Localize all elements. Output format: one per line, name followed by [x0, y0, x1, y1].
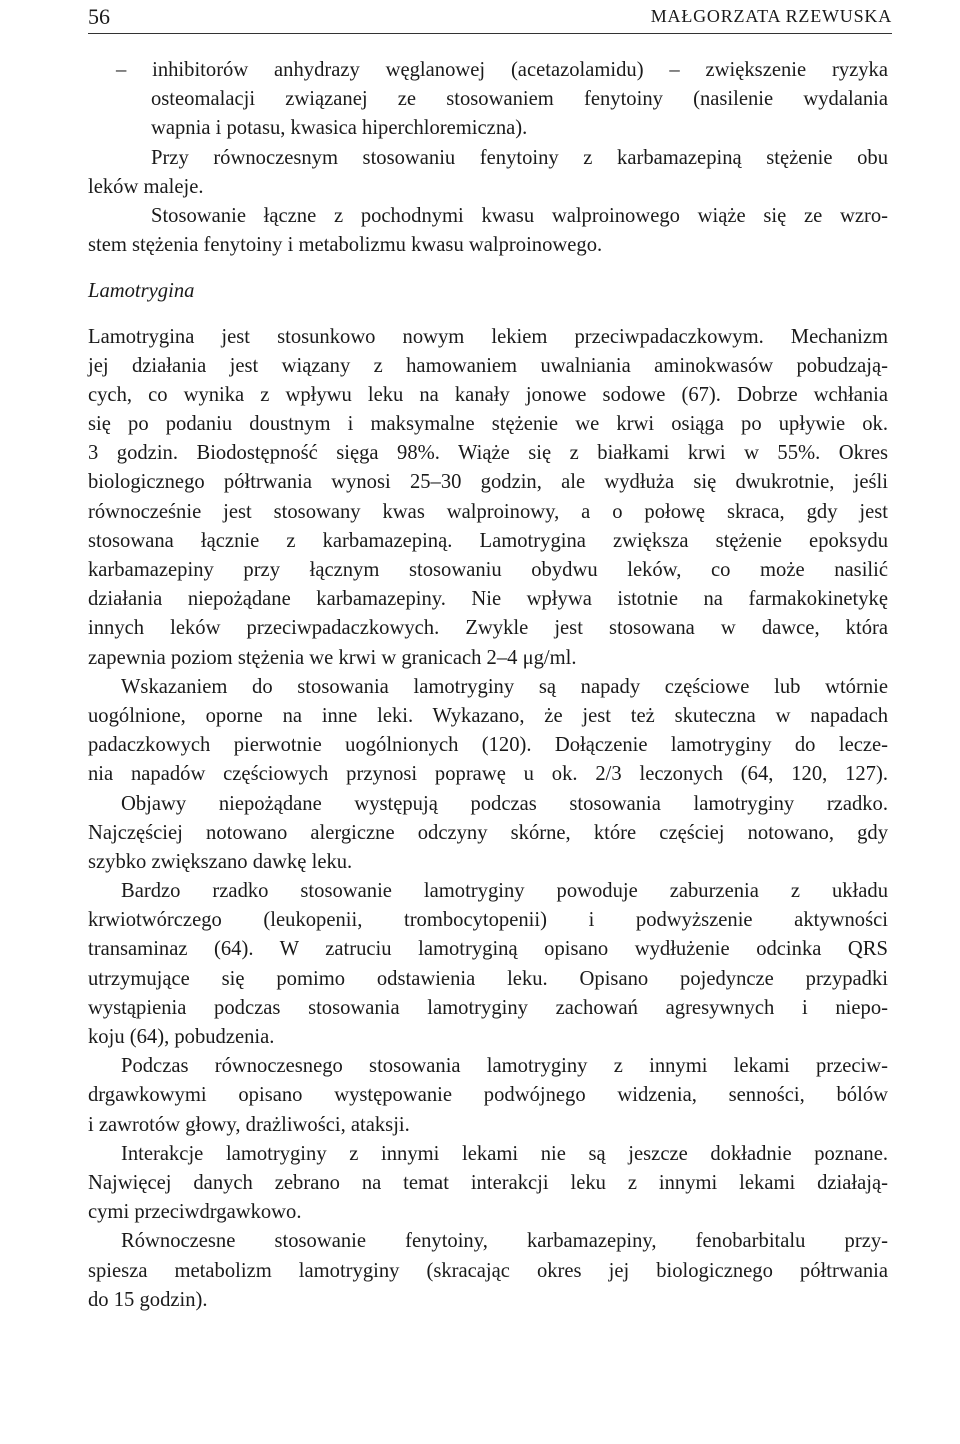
text-line: i zawrotów głowy, drażliwości, ataksji. — [88, 1113, 410, 1136]
text-line: Interakcje lamotryginy z innymi lekami nie są jeszcze dokładnie poznane. — [121, 1142, 888, 1165]
text-line: Lamotrygina jest stosunkowo nowym lekiem przeciwpadaczkowym. Mechanizm — [88, 325, 888, 348]
section-title: Lamotrygina — [88, 280, 195, 303]
text-line: 3 godzin. Biodostępność sięga 98%. Wiąże się z białkami krwi w 55%. Okres — [88, 442, 888, 465]
text-line: szybko zwiększano dawkę leku. — [88, 850, 353, 873]
text-line: utrzymujące się pomimo odstawienia leku. Opisano pojedyncze przypadki — [88, 967, 888, 990]
text-line: Najczęściej notowano alergiczne odczyny skórne, które częściej notowano, gdy — [88, 821, 888, 844]
text-line: transaminaz (64). W zatruciu lamotryginą opisano wydłużenie odcinka QRS — [88, 938, 888, 961]
text-line: biologicznego półtrwania wynosi 25–30 godzin, ale wydłuża się dwukrotnie, jeśli — [88, 471, 888, 494]
text-line: Podczas równoczesnego stosowania lamotryginy z innymi lekami przeciw- — [121, 1055, 888, 1078]
text-line: cymi przeciwdrgawkowo. — [88, 1201, 302, 1224]
text-line: nia napadów częściowych przynosi poprawę u ok. 2/3 leczonych (64, 120, 127). — [88, 763, 888, 786]
page-number: 56 — [88, 4, 110, 29]
spacer — [88, 260, 888, 277]
text-line: jej działania jest wiązany z hamowaniem uwalniania aminokwasów pobudzają- — [88, 354, 888, 377]
text-line: równocześnie jest stosowany kwas walproinowy, a o połowę skraca, gdy jest — [88, 500, 888, 523]
text-line: koju (64), pobudzenia. — [88, 1026, 275, 1048]
text-line: osteomalacji związanej ze stosowaniem fenytoiny (nasilenie wydalania — [151, 88, 888, 111]
text-line: się po podaniu doustnym i maksymalne stężenie we krwi osiąga po upływie ok. — [88, 413, 888, 436]
text-line: stosowana łącznie z karbamazepiną. Lamotrygina zwiększa stężenie epoksydu — [88, 529, 888, 552]
text-line: padaczkowych pierwotnie uogólnionych (120). Dołączenie lamotryginy do lecze- — [88, 734, 888, 757]
text-line: Stosowanie łączne z pochodnymi kwasu walproinowego wiąże się ze wzro- — [151, 204, 888, 227]
header-rule — [88, 33, 892, 34]
text-line: Objawy niepożądane występują podczas stosowania lamotryginy rzadko. — [121, 792, 888, 815]
text-line: Wskazaniem do stosowania lamotryginy są napady częściowe lub wtórnie — [121, 675, 888, 698]
text-line: karbamazepiny przy łącznym stosowaniu obydwu leków, co może nasilić — [88, 559, 888, 581]
text-line: innych leków przeciwpadaczkowych. Zwykle jest stosowana w dawce, która — [88, 617, 888, 640]
text-line: Przy równoczesnym stosowaniu fenytoiny z karbamazepiną stężenie obu — [151, 146, 888, 169]
text-line: leków maleje. — [88, 175, 204, 198]
text-line: zapewnia poziom stężenia we krwi w granicach 2–4 μg/ml. — [88, 646, 577, 669]
page-header — [88, 0, 892, 34]
text-line: wapnia i potasu, kwasica hiperchloremiczna). — [151, 117, 528, 140]
text-line: działania niepożądane karbamazepiny. Nie wpływa istotnie na farmakokinetykę — [88, 588, 888, 611]
text-line: stem stężenia fenytoiny i metabolizmu kwasu walproinowego. — [88, 234, 603, 257]
text-line: drgawkowymi opisano występowanie podwójnego widzenia, senności, bólów — [88, 1084, 888, 1107]
running-head: MAŁGORZATA RZEWUSKA — [650, 6, 892, 26]
text-line: do 15 godzin). — [88, 1288, 208, 1311]
text-line: wystąpienia podczas stosowania lamotryginy zachowań agresywnych i niepo- — [88, 996, 888, 1019]
text-line: krwiotwórczego (leukopenii, trombocytopenii) i podwyższenie aktywności — [88, 909, 888, 932]
page-body — [88, 56, 888, 1315]
text-line: Równoczesne stosowanie fenytoiny, karbamazepiny, fenobarbitalu przy- — [121, 1230, 888, 1253]
text-line: – inhibitorów anhydrazy węglanowej (acetazolamidu) – zwiększenie ryzyka — [116, 59, 888, 81]
text-line: Najwięcej danych zebrano na temat interakcji leku z innymi lekami działają- — [88, 1171, 888, 1194]
text-line: spiesza metabolizm lamotryginy (skracając okres jej biologicznego półtrwania — [88, 1259, 888, 1282]
text-line: uogólnione, oporne na inne leki. Wykazano, że jest też skuteczna w napadach — [88, 704, 888, 727]
spacer — [88, 307, 888, 323]
text-line: Bardzo rzadko stosowanie lamotryginy powoduje zaburzenia z układu — [121, 880, 888, 903]
text-line: cych, co wynika z wpływu leku na kanały jonowe sodowe (67). Dobrze wchłania — [88, 383, 888, 406]
